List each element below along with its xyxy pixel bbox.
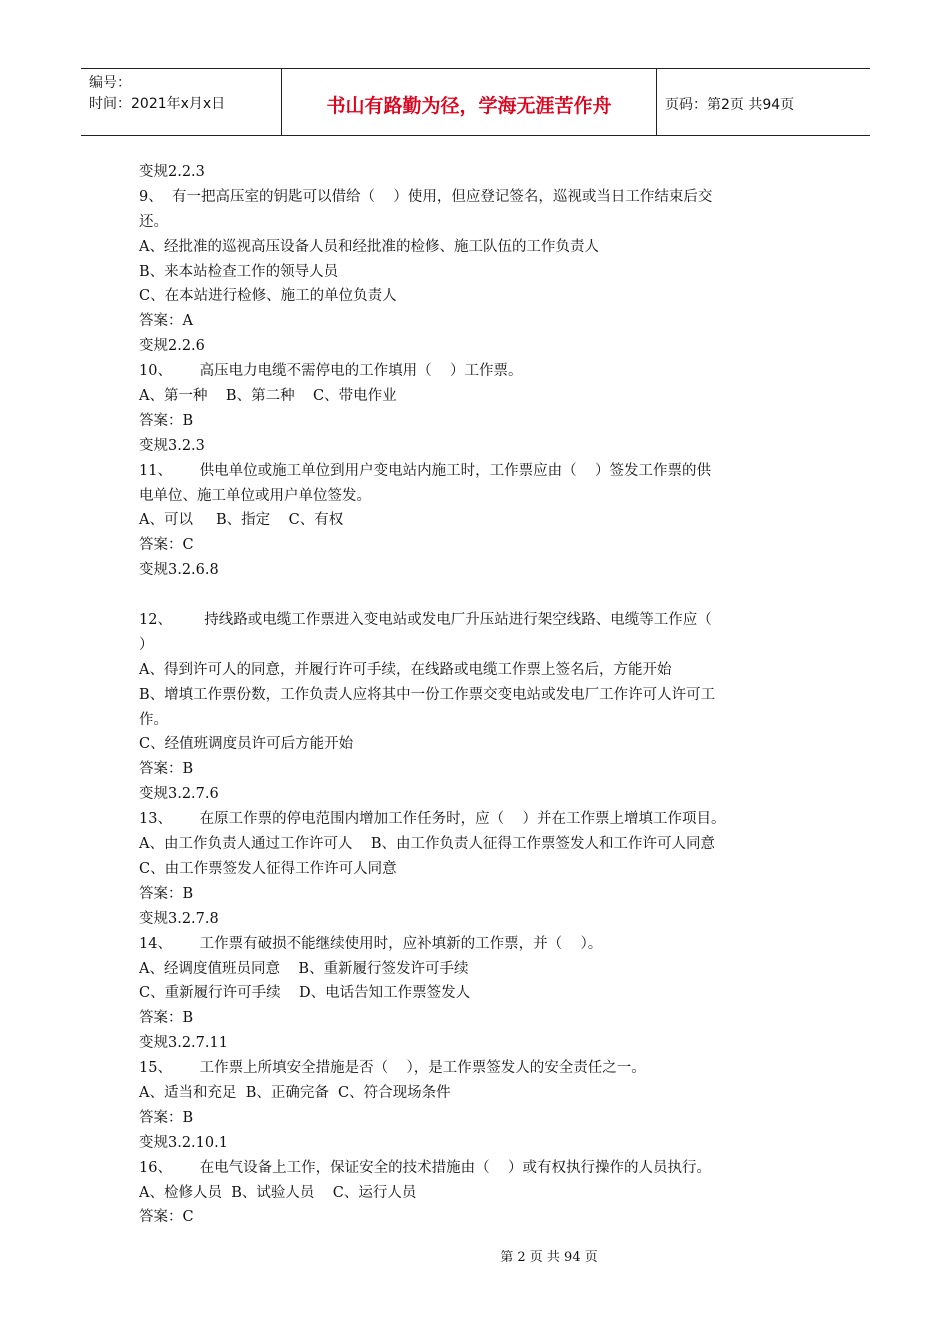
text-line: 变规3.2.7.6: [139, 786, 219, 803]
text-line: A、经批准的巡视高压设备人员和经批准的检修、施工队伍的工作负责人: [139, 238, 599, 255]
text-line: C、在本站进行检修、施工的单位负责人: [139, 288, 397, 305]
text-line: 答案：B: [139, 885, 194, 902]
text-line: 电单位、施工单位或用户单位签发。: [139, 487, 371, 504]
text-line: B、来本站检查工作的领导人员: [139, 263, 339, 280]
text-line: A、由工作负责人通过工作许可人 B、由工作负责人征得工作票签发人和工作许可人同意: [139, 836, 716, 853]
text-line: 变规3.2.10.1: [139, 1134, 228, 1151]
text-line: 答案：C: [139, 537, 194, 554]
text-line: A、检修人员 B、试验人员 C、运行人员: [139, 1184, 417, 1201]
header-meta: [81, 69, 282, 135]
document-body: [139, 160, 829, 1230]
header-motto: 书山有路勤为径，学海无涯苦作舟: [282, 69, 657, 135]
text-line: 答案：A: [139, 313, 193, 330]
text-line: C、重新履行许可手续 D、电话告知工作票签发人: [139, 985, 471, 1002]
text-line: 16、 在电气设备上工作，保证安全的技术措施由（ ）或有权执行操作的人员执行。: [139, 1159, 712, 1176]
text-line: 14、 工作票有破损不能继续使用时，应补填新的工作票，并（ ）。: [139, 935, 603, 952]
text-line: 答案：B: [139, 1109, 194, 1126]
text-line: A、经调度值班员同意 B、重新履行签发许可手续: [139, 960, 469, 977]
text-line: 还。: [139, 213, 168, 230]
document-date-label: 时间：2021年x月x日: [89, 96, 226, 112]
text-line: 变规3.2.7.8: [139, 910, 219, 927]
text-line: 13、 在原工作票的停电范围内增加工作任务时，应（ ）并在工作票上增填工作项目。: [139, 811, 726, 828]
text-line: 变规3.2.3: [139, 437, 205, 454]
text-line: C、由工作票签发人征得工作许可人同意: [139, 860, 397, 877]
page-footer: 第 2 页 共 94 页: [500, 1250, 598, 1265]
text-line: 答案：B: [139, 1010, 194, 1027]
text-line: 变规3.2.7.11: [139, 1035, 228, 1052]
text-line: 变规2.2.6: [139, 338, 205, 355]
text-line: 答案：C: [139, 1209, 194, 1226]
text-line: A、可以 B、指定 C、有权: [139, 512, 344, 529]
text-line: 12、 持线路或电缆工作票进入变电站或发电厂升压站进行架空线路、电缆等工作应（: [139, 612, 712, 629]
header-page-info: 页码：第2页 共94页: [665, 97, 795, 113]
text-line: 10、 高压电力电缆不需停电的工作填用（ ）工作票。: [139, 363, 523, 380]
text-line: ）: [139, 636, 154, 653]
text-line: 答案：B: [139, 412, 194, 429]
text-line: 15、 工作票上所填安全措施是否（ ），是工作票签发人的安全责任之一。: [139, 1060, 646, 1077]
text-line: A、得到许可人的同意，并履行许可手续，在线路或电缆工作票上签名后，方能开始: [139, 661, 672, 678]
text-line: A、适当和充足 B、正确完备 C、符合现场条件: [139, 1084, 451, 1101]
text-line: 作。: [139, 711, 168, 728]
text-line: [139, 583, 829, 608]
text-line: B、增填工作票份数，工作负责人应将其中一份工作票交变电站或发电厂工作许可人许可工: [139, 686, 716, 703]
text-line: 变规2.2.3: [139, 164, 205, 180]
text-line: C、经值班调度员许可后方能开始: [139, 736, 354, 753]
text-line: A、第一种 B、第二种 C、带电作业: [139, 388, 397, 405]
text-line: 9、 有一把高压室的钥匙可以借给（ ）使用，但应登记签名，巡视或当日工作结束后交: [139, 188, 713, 205]
page-header: [81, 68, 870, 136]
text-line: 答案：B: [139, 761, 194, 778]
text-line: 变规3.2.6.8: [139, 562, 219, 579]
document-number-label: 编号：: [89, 75, 131, 91]
text-line: 11、 供电单位或施工单位到用户变电站内施工时，工作票应由（ ）签发工作票的供: [139, 462, 712, 479]
